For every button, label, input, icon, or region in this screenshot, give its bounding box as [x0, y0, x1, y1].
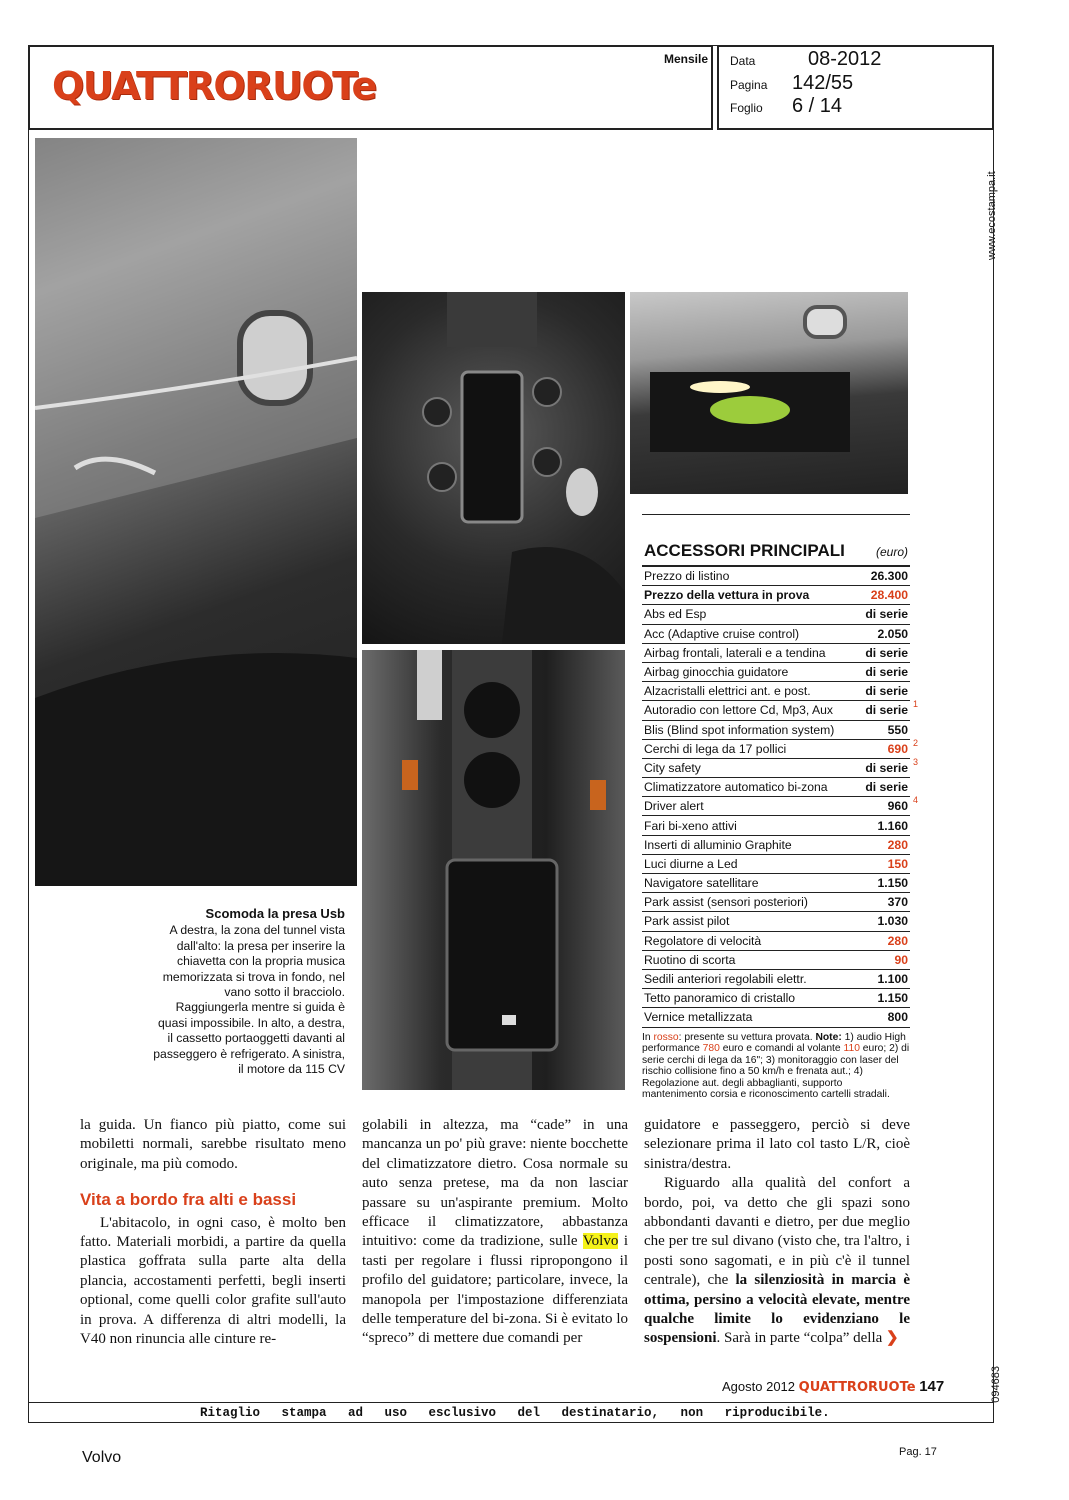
article-text: i tasti per regolare i flussi ripropongono il profilo del guidatore; particolare, invece, la manopola per l'impostazione differenziata delle temperature del bi-zona. Si è evitato lo “spreco” di mettere due comandi per: [362, 1233, 628, 1347]
side-code: 094683: [990, 1366, 1002, 1403]
row-label: Climatizzatore automatico bi-zona: [644, 780, 828, 795]
ritaglio-notice: Ritaglio stampa ad uso esclusivo del destinatario, non riproducibile.: [200, 1406, 830, 1420]
caption-text: A destra, la zona del tunnel vista dall'alto: la presa per inserire la chiavetta con la propria musica memorizzata si trova in fondo, nel vano sotto il bracciolo. Raggiungerla mentre si guida è quasi impossibile. In alto, a destra, il cassetto portaoggetti davanti al passeggero è refrigerato. A sinistra, il motore da 115 CV: [153, 923, 345, 1077]
article-paragraph: guidatore e passeggero, perciò si deve selezionare prima il lato col tasto L/R, cioè sinistra/destra.: [644, 1117, 910, 1172]
row-value: 150: [887, 856, 908, 871]
row-value: di serie: [865, 607, 908, 622]
frequency-label: Mensile: [664, 52, 709, 66]
row-label: City safety: [644, 760, 701, 775]
notes-red-value: 780: [702, 1043, 720, 1054]
footer-page-number: 147: [919, 1378, 945, 1395]
highlighted-keyword: Volvo: [582, 1233, 619, 1250]
row-label: Sedili anteriori regolabili elettr.: [644, 972, 807, 987]
meta-sheet-value: 6 / 14: [792, 95, 843, 117]
article-subhead: Vita a bordo fra alti e bassi: [80, 1190, 297, 1210]
row-label: Airbag ginocchia guidatore: [644, 665, 789, 680]
row-value: 370: [887, 895, 908, 910]
side-url: www.ecostampa.it: [986, 171, 998, 260]
row-label: Abs ed Esp: [644, 607, 707, 622]
row-label: Luci diurne a Led: [644, 856, 738, 871]
row-label: Regolatore di velocità: [644, 933, 762, 948]
caption-title: Scomoda la presa Usb: [205, 906, 345, 921]
row-value: di serie: [865, 684, 908, 699]
table-title: ACCESSORI PRINCIPALI: [644, 541, 845, 560]
row-label: Driver alert: [644, 799, 704, 814]
row-footnote: 2: [913, 737, 919, 748]
row-value: di serie: [865, 645, 908, 660]
row-label: Blis (Blind spot information system): [644, 722, 835, 737]
notes-text: In: [642, 1031, 654, 1043]
notes-text: euro e comandi al volante: [719, 1043, 844, 1054]
meta-date-value: 08-2012: [808, 48, 882, 70]
row-footnote: 3: [913, 756, 919, 767]
meta-page-value: 142/55: [792, 72, 854, 94]
article-paragraph: L'abitacolo, in ogni caso, è molto ben fatto. Materiali morbidi, a partire da quella plastica goffrata sulla parte alta della plancia, accostamenti perfetti, begli inserti optional, come quelli color grafite sull'auto in prova. A differenza di altri modelli, la V40 non rinuncia alle cinture re-: [80, 1214, 346, 1348]
row-value: 550: [887, 722, 908, 737]
row-value: 26.300: [870, 569, 908, 584]
row-label: Navigatore satellitare: [644, 876, 759, 891]
notes-label: Note:: [815, 1031, 842, 1043]
row-label: Prezzo della vettura in prova: [644, 588, 810, 603]
row-label: Park assist pilot: [644, 914, 730, 929]
continue-arrow-icon: ❯: [886, 1330, 899, 1347]
row-value: 2.050: [877, 626, 908, 641]
article-text: . Sarà in parte “colpa” della: [716, 1330, 887, 1347]
row-value: di serie: [865, 760, 908, 775]
row-value: di serie: [865, 780, 908, 795]
row-value: 1.160: [877, 818, 908, 833]
row-footnote: 1: [913, 699, 919, 710]
footer-brand: QUATTRORUOTe: [798, 1380, 916, 1395]
row-label: Inserti di alluminio Graphite: [644, 837, 792, 852]
row-label: Vernice metallizzata: [644, 1010, 753, 1025]
row-value: 1.100: [877, 972, 908, 987]
notes-text: 1) audio High performance: [642, 1031, 906, 1054]
article-text: golabili in altezza, ma “cade” in una mancanza un po' più grave: niente bocchette del climatizzatore dietro. Cosa normale su auto senza pretese, ma da non lasciar passare su un'aspirante premium. Molto efficace il climatizzatore, abbastanza intuitivo: come da tradizione, sulle: [362, 1117, 628, 1250]
row-label: Airbag frontali, laterali e a tendina: [644, 645, 826, 660]
row-value: 90: [894, 952, 908, 967]
row-label: Fari bi-xeno attivi: [644, 818, 737, 833]
article-paragraph: la guida. Un fianco più piatto, come sui mobiletti normali, sarebbe risultato meno originale, ma più comodo.: [80, 1117, 346, 1172]
row-value: di serie: [865, 703, 908, 718]
row-value: 28.400: [870, 588, 908, 603]
notes-red-value: 110: [843, 1043, 860, 1054]
page-counter: Pag. 17: [899, 1446, 937, 1458]
row-value: 280: [887, 933, 908, 948]
article-text: Riguardo alla qualità del confort a bordo, poi, va detto che gli spazi sono abbondanti davanti e dietro, per due meglio che per tre sul divano (visto che, tra l'altro, i posti sono sagomati, e in più c'è il tunnel centrale), che: [644, 1175, 910, 1289]
row-value: 800: [887, 1010, 908, 1025]
row-value: 1.150: [877, 876, 908, 891]
notes-text: : presente su vettura provata.: [678, 1031, 816, 1043]
client-label: Volvo: [82, 1449, 122, 1466]
table-unit: (euro): [875, 545, 908, 559]
meta-sheet-label: Foglio: [730, 101, 763, 115]
row-label: Cerchi di lega da 17 pollici: [644, 741, 787, 756]
publication-logo: QUATTRORUOTe: [52, 64, 376, 108]
row-value: 690: [887, 741, 908, 756]
row-value: 960: [887, 799, 908, 814]
ritaglio-rule: [28, 1402, 994, 1403]
row-footnote: 4: [913, 795, 919, 806]
notes-red-word: rosso: [653, 1031, 679, 1043]
row-value: 280: [887, 837, 908, 852]
row-value: 1.030: [877, 914, 908, 929]
row-label: Park assist (sensori posteriori): [644, 895, 808, 910]
footer-month: Agosto 2012: [722, 1379, 796, 1394]
row-value: 1.150: [877, 991, 908, 1006]
row-label: Autoradio con lettore Cd, Mp3, Aux: [644, 703, 834, 718]
notes-text: euro; 2) di serie cerchi di lega da 16"; 3) monitoraggio con laser del rischio collisione fino a 50 km/h e frenata aut.; 4) Regolazione aut. degli abbaglianti, supporto mantenimento corsia e riconoscimento cartelli stradali.: [642, 1043, 910, 1100]
row-label: Alzacristalli elettrici ant. e post.: [644, 684, 811, 699]
row-label: Ruotino di scorta: [644, 952, 736, 967]
article-bold-text: la silenziosità in marcia è ottima, persino a velocità elevate, mentre qualche limite lo evidenziano le sospensioni: [644, 1272, 910, 1347]
row-label: Acc (Adaptive cruise control): [644, 626, 800, 641]
content-frame: [28, 45, 994, 1423]
row-label: Prezzo di listino: [644, 569, 730, 584]
row-value: di serie: [865, 665, 908, 680]
meta-page-label: Pagina: [730, 78, 768, 92]
meta-date-label: Data: [730, 54, 756, 68]
row-label: Tetto panoramico di cristallo: [644, 991, 796, 1006]
